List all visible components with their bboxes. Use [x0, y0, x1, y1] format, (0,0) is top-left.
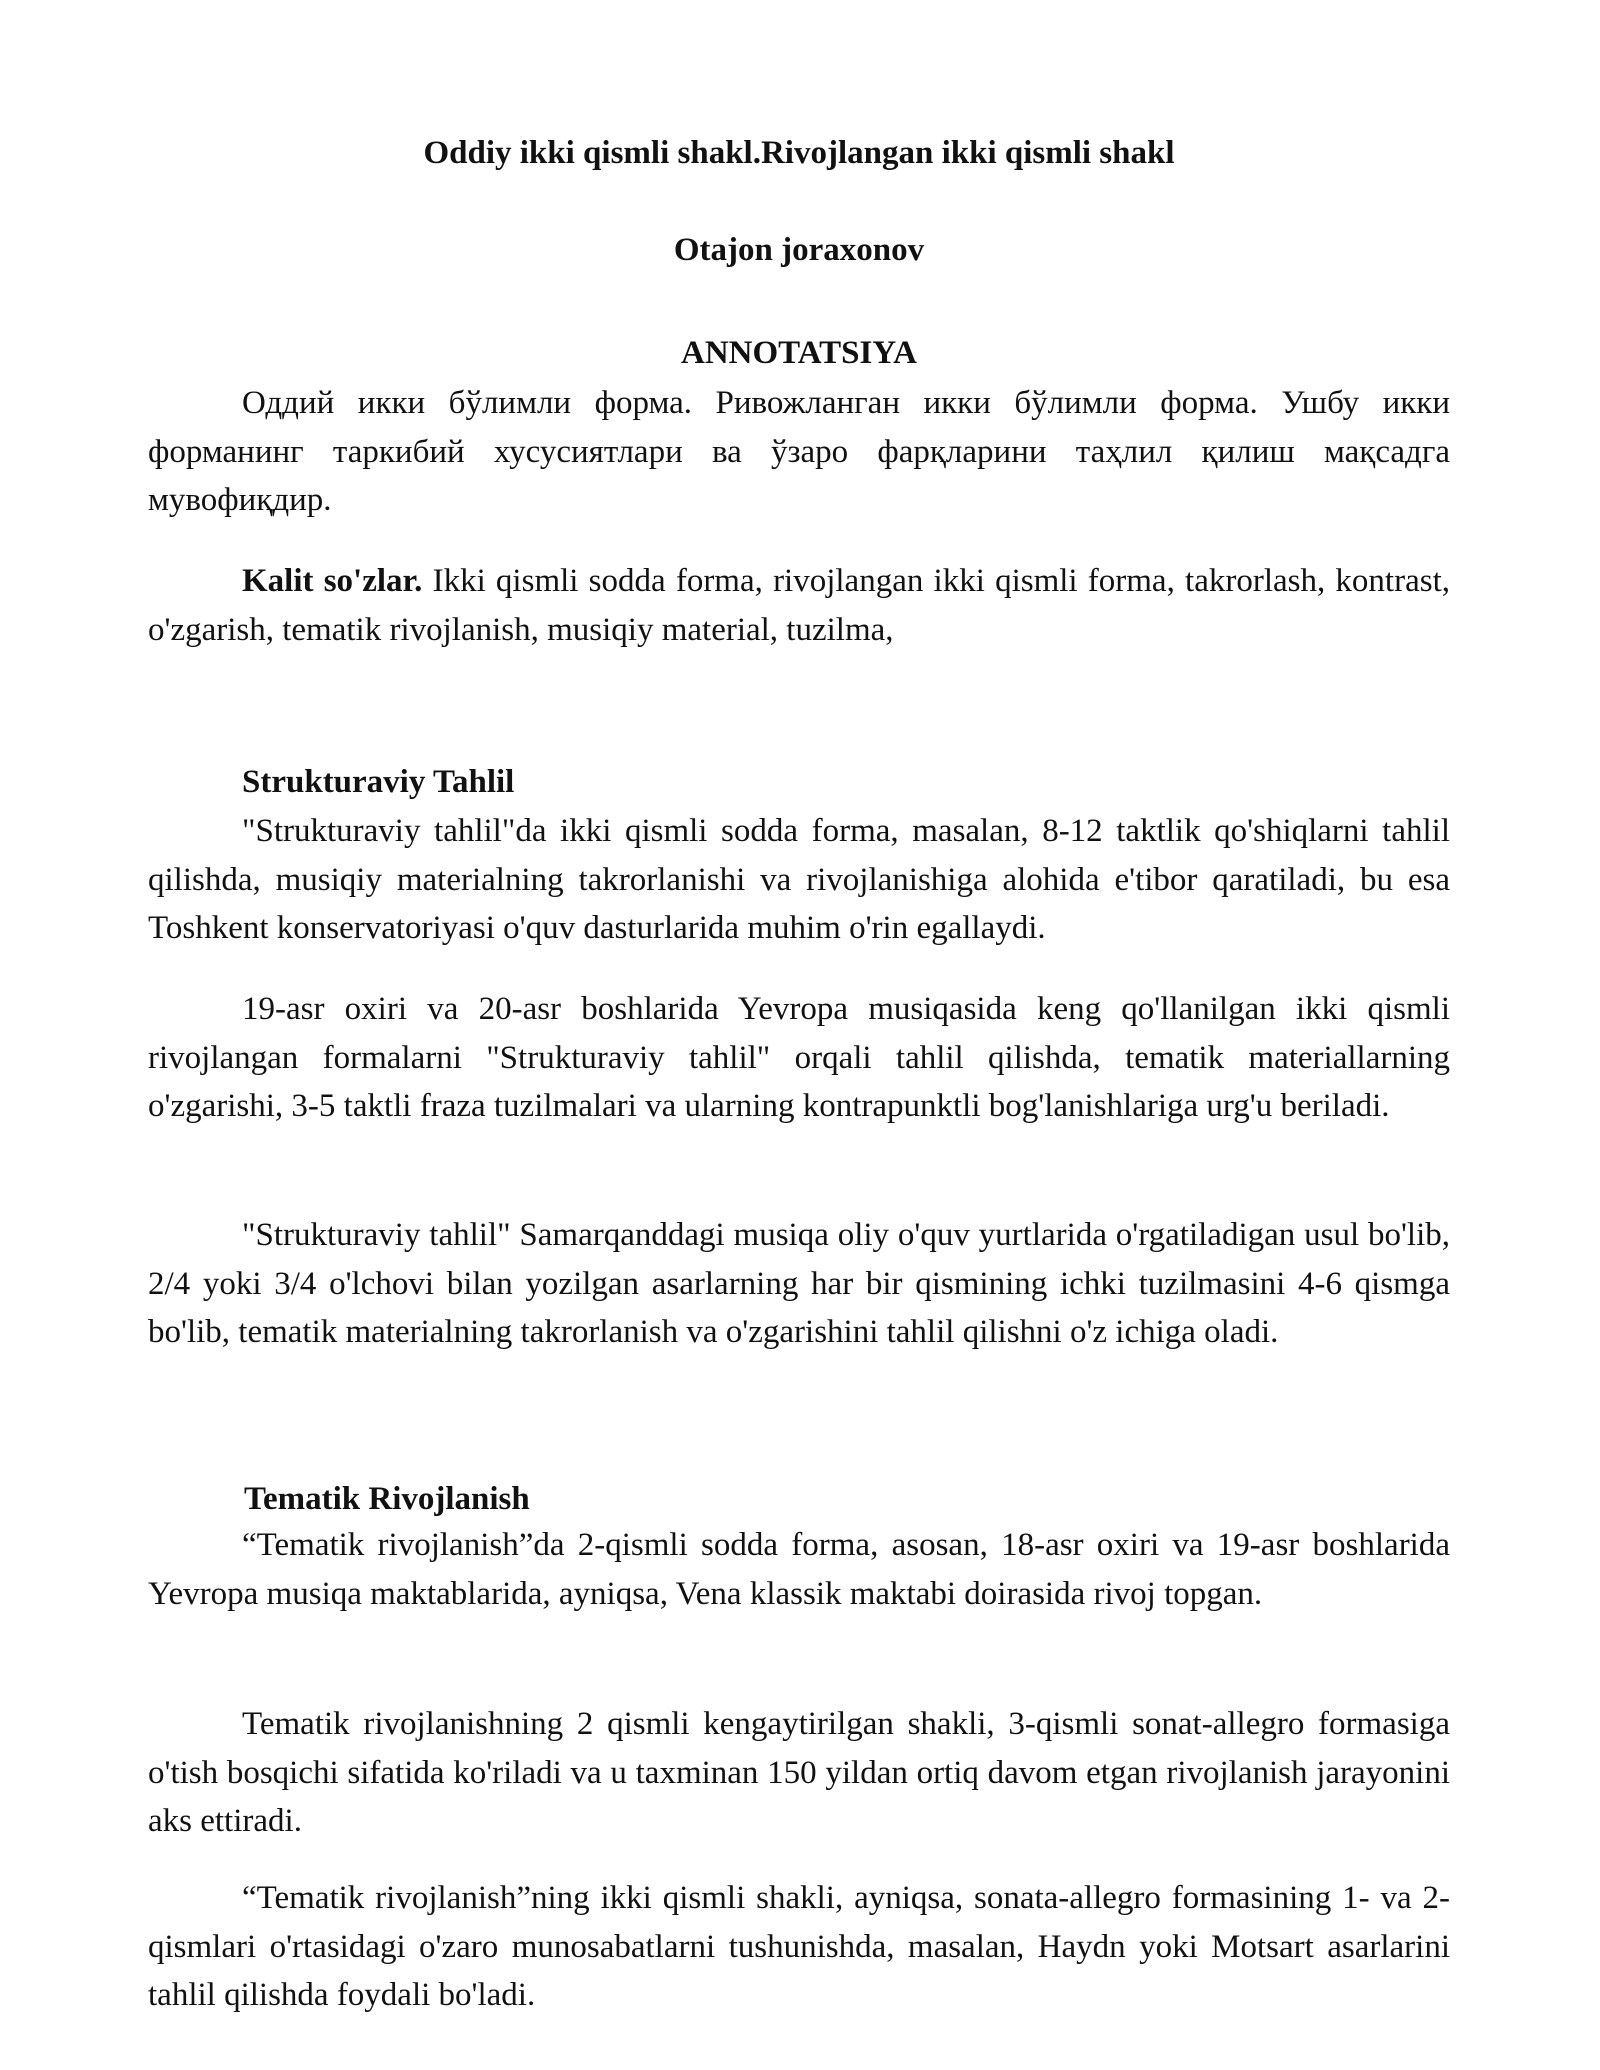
annotation-text: Оддий икки бўлимли форма. Ривожланган икки бўлимли форма. Ушбу икки форманинг таркибий хусусиятлари ва ўзаро фарқларини таҳлил қилиш мақсадга мувофиқдир.	[148, 385, 1450, 518]
document-title: Oddiy ikki qismli shakl.Rivojlangan ikki qismli shakl	[423, 135, 1175, 171]
keywords-label: Kalit so'zlar.	[242, 563, 423, 599]
annotation-heading: ANNOTATSIYA	[681, 335, 917, 371]
section2-paragraph-1: “Tematik rivojlanish”da 2-qismli sodda forma, asosan, 18-asr oxiri va 19-asr boshlarida Yevropa musiqa maktablarida, ayniqsa, Vena klassik maktabi doirasida rivoj topgan.	[148, 1527, 1450, 1612]
section1-paragraph-2: 19-asr oxiri va 20-asr boshlarida Yevropa musiqasida keng qo'llanilgan ikki qismli rivojlangan formalarni "Strukturaviy tahlil" orqali tahlil qilishda, tematik materiallarning o'zgarishi, 3-5 taktli fraza tuzilmalari va ularning kontrapunktli bog'lanishlariga urg'u beriladi.	[148, 991, 1450, 1124]
section2-paragraph-2: Tematik rivojlanishning 2 qismli kengaytirilgan shakli, 3-qismli sonat-allegro formasiga o'tish bosqichi sifatida ko'riladi va u taxminan 150 yildan ortiq davom etgan rivojlanish jarayonini aks ettiradi.	[148, 1706, 1450, 1839]
keywords-text: Ikki qismli sodda forma, rivojlangan ikki qismli forma, takrorlash, kontrast, o'zgarish, tematik rivojlanish, musiqiy material, tuzilma,	[148, 563, 1450, 648]
section1-paragraph-3: "Strukturaviy tahlil" Samarqanddagi musiqa oliy o'quv yurtlarida o'rgatiladigan usul bo'lib, 2/4 yoki 3/4 o'lchovi bilan yozilgan asarlarning har bir qismining ichki tuzilmasini 4-6 qismga bo'lib, tematik materialning takrorlanish va o'zgarishini tahlil qilishni o'z ichiga oladi.	[148, 1217, 1450, 1350]
author-name: Otajon joraxonov	[673, 232, 925, 268]
section1-paragraph-1: "Strukturaviy tahlil"da ikki qismli sodda forma, masalan, 8-12 taktlik qo'shiqlarni tahlil qilishda, musiqiy materialning takrorlanishi va rivojlanishiga alohida e'tibor qaratiladi, bu esa Toshkent konservatoriyasi o'quv dasturlarida muhim o'rin egallaydi.	[148, 813, 1450, 946]
section2-paragraph-3: “Tematik rivojlanish”ning ikki qismli shakli, ayniqsa, sonata-allegro formasining 1- va 2- qismlari o'rtasidagi o'zaro munosabatlarni tushunishda, masalan, Haydn yoki Motsart asarlarini tahlil qilishda foydali bo'ladi.	[148, 1880, 1450, 2013]
keywords-paragraph	[148, 557, 1450, 654]
section-heading-thematic-development: Tematik Rivojlanish	[244, 1481, 530, 1517]
section-heading-structural-analysis: Strukturaviy Tahlil	[242, 764, 515, 800]
